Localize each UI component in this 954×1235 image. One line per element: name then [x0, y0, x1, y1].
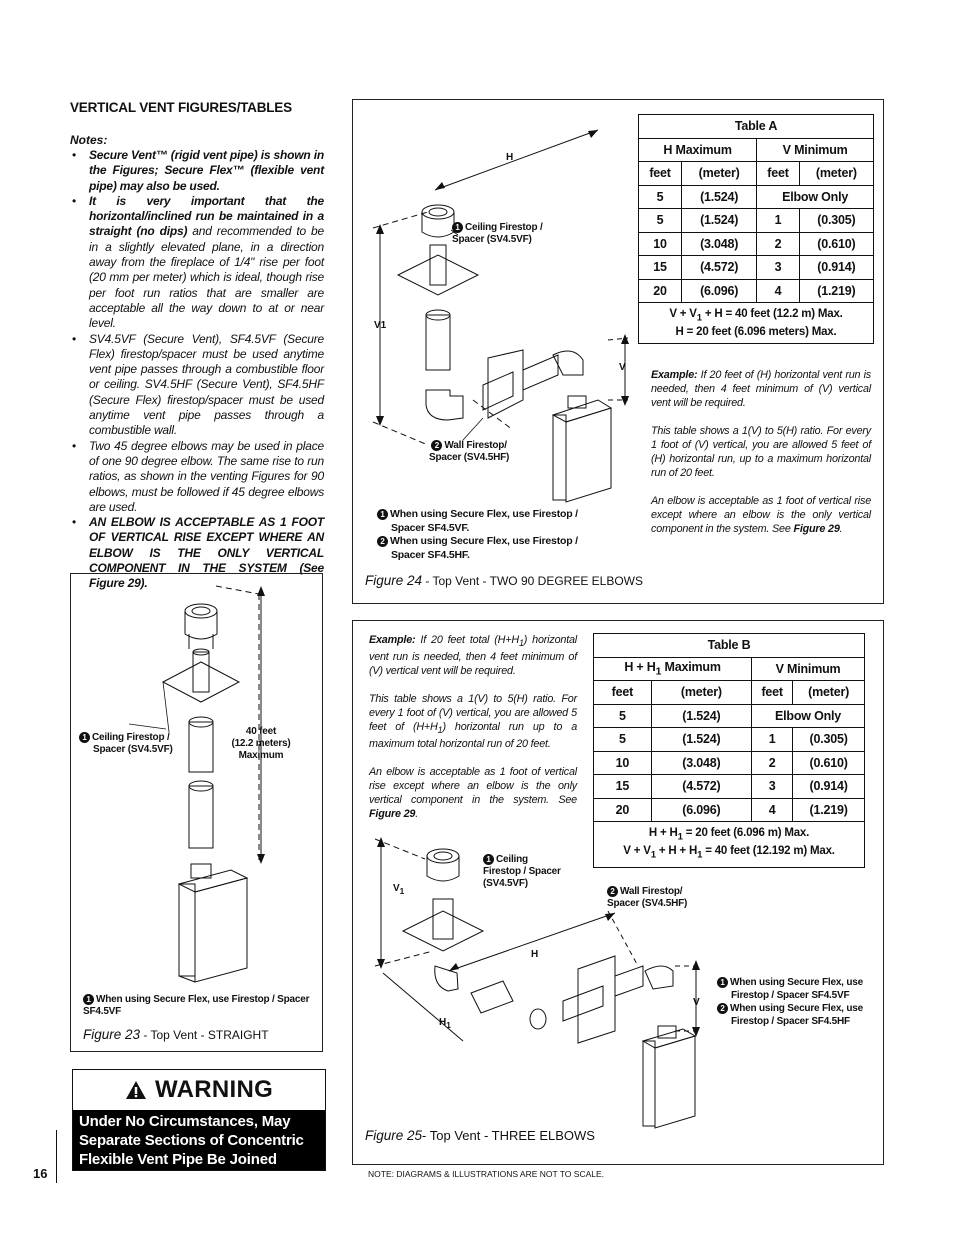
table-row: 20 (6.096) 4 (1.219): [639, 279, 874, 303]
h-dimension-label: H: [506, 152, 514, 163]
table-b: Table B $H + H_1$ Maximum V Minimum feet (meter) feet (meter) 5 (1.524) Elbow Only 5 (1.524) 1 (0.305) 10 (3.048) 2 (0.610) 15 (4.572) 3 (0.914) 20 (6.096) 4 (1.219) $H + H_1 = 20$ feet (6.096 m) Max. $V + V_1 + H + H_1 = 40$ feet (12.192 m) Max.: [593, 633, 865, 868]
note-item: • SV4.5VF (Secure Vent), SF4.5VF (Secure Flex) firestop/spacer must be used anytime vent pipe passes through a combustible floor or ceiling. SV4.5HF (Secure Vent), SF4.5HF (Secure Flex) firestop/spacer must be used anytime vent pipe passes through a combustible wall.: [70, 332, 324, 439]
h1-dimension-label: $H_1$: [439, 1017, 451, 1030]
callout-1-icon: 1: [377, 509, 388, 520]
flex-notes: 1 When using Secure Flex, use Firestop / Spacer SF4.5VF. 2 When using Secure Flex, use Firestop / Spacer SF4.5HF.: [377, 508, 578, 562]
table-row: 15 (4.572) 3 (0.914): [639, 256, 874, 280]
table-footer: $V + V_1 + H = 40$ feet (12.2 m) Max. H = 20 feet (6.096 meters) Max.: [639, 303, 874, 344]
callout-2-icon: 2: [717, 1003, 728, 1014]
callout-1-icon: 1: [483, 854, 494, 865]
figure-23-diagram: [71, 574, 324, 1053]
figure-23-caption: Figure 23 - Top Vent - STRAIGHT: [83, 1027, 269, 1042]
warning-box: [72, 1069, 326, 1187]
callout-1-icon: 1: [83, 994, 94, 1005]
disclaimer: NOTE: DIAGRAMS & ILLUSTRATIONS ARE NOT TO SCALE.: [368, 1169, 605, 1179]
note-item: • AN ELBOW IS ACCEPTABLE AS 1 FOOT OF VERTICAL RISE EXCEPT WHERE AN ELBOW IS THE ONLY VERTICAL COMPONENT IN THE SYSTEM (See Figure 29).: [70, 515, 324, 591]
figure-23: [70, 573, 323, 1052]
flex-notes: 1 When using Secure Flex, use Firestop / Spacer SF4.5VF 2 When using Secure Flex, use Firestop / Spacer SF4.5HF: [717, 976, 863, 1028]
height-dimension-label: 40 feet (12.2 meters) Maximum: [231, 726, 291, 761]
v1-dimension-label: $V_1$: [393, 883, 405, 896]
h-dimension-label: H: [531, 949, 539, 960]
table-row: 10 (3.048) 2 (0.610): [594, 751, 865, 775]
column-header: $H + H_1$ Maximum: [594, 657, 752, 681]
wall-firestop-label: 2 Wall Firestop/ Spacer (SV4.5HF): [429, 440, 510, 463]
page-number: 16: [33, 1166, 48, 1181]
table-row: 5 (1.524) 1 (0.305): [639, 209, 874, 233]
table-row: 5 (1.524) Elbow Only: [639, 185, 874, 209]
ceiling-firestop-label: 1 Ceiling Firestop / Spacer (SV4.5VF): [452, 222, 543, 245]
notes-list: [70, 148, 324, 592]
example-text: Example: If 20 feet total $(H+H_1)$ horizontal vent run is needed, then 4 feet minimum of (V) vertical vent will be required. This table shows a 1(V) to 5(H) ratio. For every 1 foot of (V) vertical, you are allowed 5 feet of $(H+H_1)$ horizontal run up to a maximum total horizontal run of 20 feet. An elbow is acceptable as 1 foot of vertical rise except where an elbow is the only vertical component in the system. See Figure 29.: [369, 634, 578, 821]
table-footer: $H + H_1 = 20$ feet (6.096 m) Max. $V + V_1 + H + H_1 = 40$ feet (12.192 m) Max.: [594, 822, 865, 868]
callout-1-icon: 1: [79, 732, 90, 743]
note-item: • It is very important that the horizontal/inclined run be maintained in a straight (no dips) and recommended to be in a slightly elevated plane, in a direction away from the fireplace of 1/4" rise per foot (20 mm per meter) which is ideal, though rise per foot run ratios that are smaller are acceptable all the way down to at or near level.: [70, 194, 324, 332]
callout-1-icon: 1: [717, 977, 728, 988]
figure-24: [352, 99, 884, 604]
table-row: 15 (4.572) 3 (0.914): [594, 775, 865, 799]
page-rule: [56, 1130, 57, 1183]
figure-25-caption: Figure 25- Top Vent - THREE ELBOWS: [365, 1128, 595, 1143]
column-header: V Minimum: [752, 657, 865, 681]
warning-title: WARNING: [154, 1076, 274, 1103]
table-title: Table B: [594, 634, 865, 658]
callout-2-icon: 2: [607, 886, 618, 897]
wall-firestop-label: 2 Wall Firestop/ Spacer (SV4.5HF): [607, 886, 688, 909]
v-dimension-label: V: [619, 362, 626, 373]
warning-triangle-icon: [125, 1080, 147, 1100]
v-dimension-label: V: [693, 997, 700, 1008]
example-text: Example: If 20 feet of (H) horizontal vent run is needed, then 4 feet minimum of (V) vertical vent will be required. This table shows a 1(V) to 5(H) ratio. For every 1 foot of (V) vertical, you are allowed 5 feet of (H) horizontal run, up to a maximum horizontal run of 20 feet. An elbow is acceptable as 1 foot of vertical rise except where an elbow is the only vertical component in the system. See Figure 29.: [651, 369, 871, 535]
callout-2-icon: 2: [431, 440, 442, 451]
table-title: Table A: [639, 115, 874, 139]
callout-1-icon: 1: [452, 222, 463, 233]
figure-25: [352, 620, 884, 1165]
ceiling-firestop-label: 1 Ceiling Firestop / Spacer (SV4.5VF): [79, 732, 173, 756]
notes-heading: Notes:: [70, 133, 108, 147]
warning-text: Under No Circumstances, May Separate Sections of Concentric Flexible Vent Pipe Be Joined Together.: [79, 1113, 304, 1187]
ceiling-firestop-label: 1 Ceiling Firestop / Spacer (SV4.5VF): [483, 854, 561, 889]
column-header: H Maximum: [639, 138, 757, 162]
table-row: 5 (1.524) Elbow Only: [594, 704, 865, 728]
callout-2-icon: 2: [377, 536, 388, 547]
figure-24-caption: Figure 24 - Top Vent - TWO 90 DEGREE ELBOWS: [365, 573, 644, 588]
table-a: Table A H Maximum V Minimum feet (meter) feet (meter) 5 (1.524) Elbow Only 5 (1.524) 1 (0.305) 10 (3.048) 2 (0.610) 15 (4.572) 3 (0.914) 20 (6.096) 4 (1.219) $V + V_1 + H = 40$ feet (12.2 m) Max. H = 20 feet (6.096 meters) Max.: [638, 114, 874, 344]
section-title: VERTICAL VENT FIGURES/TABLES: [70, 100, 292, 115]
v1-dimension-label: V1: [374, 320, 387, 331]
flex-note: 1 When using Secure Flex, use Firestop / Spacer SF4.5VF: [83, 994, 310, 1017]
table-row: 5 (1.524) 1 (0.305): [594, 728, 865, 752]
table-row: 20 (6.096) 4 (1.219): [594, 798, 865, 822]
column-header: V Minimum: [757, 138, 874, 162]
warning-header: [73, 1070, 325, 1110]
note-item: • Two 45 degree elbows may be used in place of one 90 degree elbow. The same rise to run ratios, as shown in the venting Figures for 90 elbows, must be followed if 45 degree elbows are used.: [70, 439, 324, 515]
note-item: • Secure Vent™ (rigid vent pipe) is shown in the Figures; Secure Flex™ (flexible vent pipe) may also be used.: [70, 148, 324, 194]
table-row: 10 (3.048) 2 (0.610): [639, 232, 874, 256]
